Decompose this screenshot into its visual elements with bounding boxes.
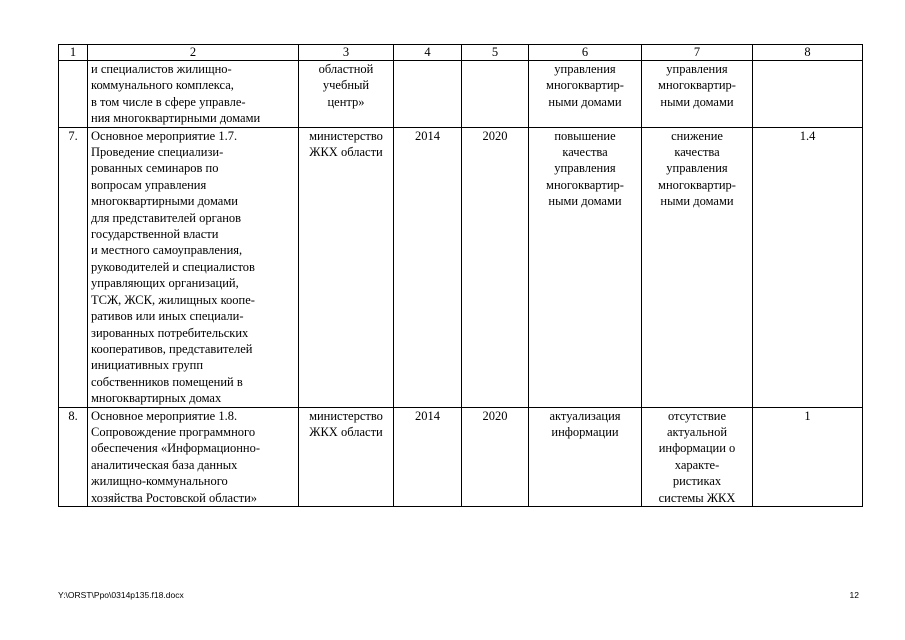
document-file-path: Y:\ORST\Ppo\0314p135.f18.docx (58, 590, 184, 600)
end-year: 2020 (462, 407, 529, 506)
row-number: 7. (59, 127, 88, 407)
executor-cell: министерство ЖКХ области (299, 407, 394, 506)
column-header: 8 (753, 45, 863, 61)
column-header: 2 (88, 45, 299, 61)
row-number: 8. (59, 407, 88, 506)
measure-name: Основное мероприятие 1.8. Сопровождение программного обеспечения «Информационно- аналитическая база данных жилищно-коммунального хозяйства Ростовской области» (88, 407, 299, 506)
indicator-link (753, 61, 863, 128)
non-implementation-consequence: отсутствие актуальной информации о характе- ристиках системы ЖКХ (642, 407, 753, 506)
column-header: 7 (642, 45, 753, 61)
table-header-row (59, 45, 863, 61)
indicator-link: 1 (753, 407, 863, 506)
end-year: 2020 (462, 127, 529, 407)
expected-result: управления многоквартир- ными домами (529, 61, 642, 128)
start-year: 2014 (394, 407, 462, 506)
executor-cell: областной учебный центр» (299, 61, 394, 128)
expected-result: повышение качества управления многоквартир- ными домами (529, 127, 642, 407)
measure-name: и специалистов жилищно- коммунального комплекса, в том числе в сфере управле- ния многоквартирными домами (88, 61, 299, 128)
row-number (59, 61, 88, 128)
indicator-link: 1.4 (753, 127, 863, 407)
column-header: 5 (462, 45, 529, 61)
start-year (394, 61, 462, 128)
column-header: 6 (529, 45, 642, 61)
end-year (462, 61, 529, 128)
measure-name: Основное мероприятие 1.7. Проведение специализи- рованных семинаров по вопросам управления многоквартирными домами для представителей органов государственной власти и местного самоуправления, руководителей и специалистов управляющих организаций, ТСЖ, ЖСК, жилищных коопе- ративов или иных специали- зированных потребительских кооперативов, представителей инициативных групп собственников помещений в многоквартирных домах (88, 127, 299, 407)
non-implementation-consequence: снижение качества управления многоквартир- ными домами (642, 127, 753, 407)
page-number: 12 (849, 590, 859, 600)
expected-result: актуализация информации (529, 407, 642, 506)
measures-table (58, 44, 863, 507)
start-year: 2014 (394, 127, 462, 407)
column-header: 3 (299, 45, 394, 61)
non-implementation-consequence: управления многоквартир- ными домами (642, 61, 753, 128)
column-header: 4 (394, 45, 462, 61)
column-header: 1 (59, 45, 88, 61)
table-row (59, 61, 863, 128)
executor-cell: министерство ЖКХ области (299, 127, 394, 407)
table-row (59, 407, 863, 506)
table-row (59, 127, 863, 407)
